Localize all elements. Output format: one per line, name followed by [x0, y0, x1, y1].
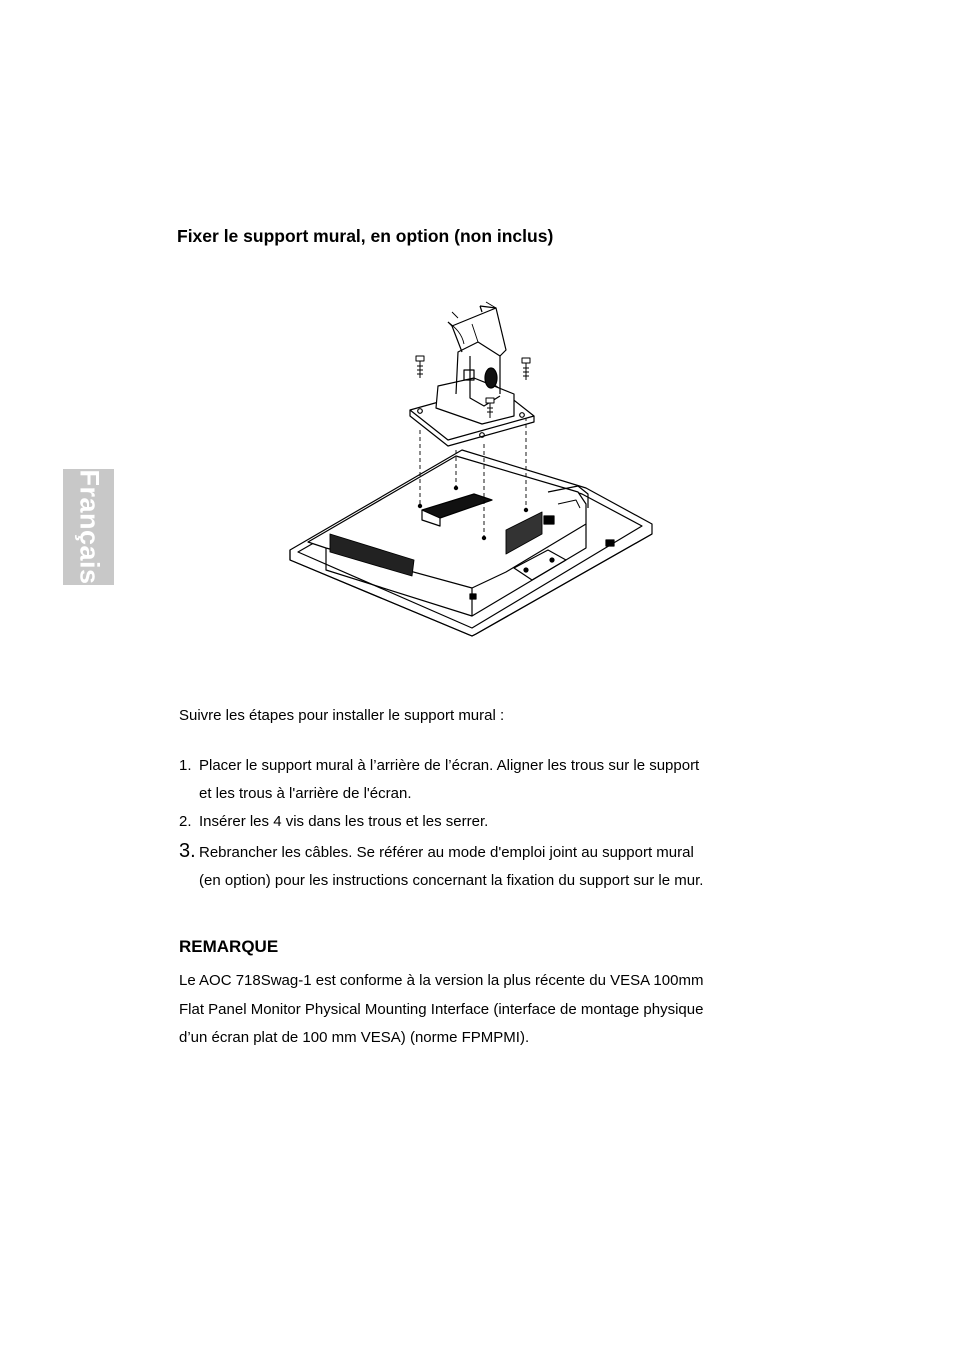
section-title: Fixer le support mural, en option (non inclus): [177, 226, 554, 246]
step-text-continued: (en option) pour les instructions concernant la fixation du support sur le mur.: [199, 872, 704, 889]
list-item: [179, 839, 759, 895]
wall-mount-illustration: [286, 298, 654, 642]
note-body: [179, 967, 759, 1053]
language-tab-label: Français: [74, 469, 104, 585]
step-number: 3.: [179, 840, 196, 862]
intro-text: Suivre les étapes pour installer le support mural :: [179, 707, 505, 724]
list-item: [179, 808, 759, 836]
step-number: 2.: [179, 813, 192, 830]
note-line: Flat Panel Monitor Physical Mounting Interface (interface de montage physique: [179, 1000, 704, 1018]
list-item: [179, 752, 759, 808]
step-text-continued: et les trous à l'arrière de l'écran.: [199, 785, 412, 802]
steps-list: [179, 752, 759, 895]
language-tab: [63, 469, 114, 585]
step-number: 1.: [179, 757, 192, 774]
note-line: Le AOC 718Swag-1 est conforme à la version la plus récente du VESA 100mm: [179, 972, 704, 989]
step-text: Rebrancher les câbles. Se référer au mode d'emploi joint au support mural: [199, 844, 694, 861]
step-text: Placer le support mural à l’arrière de l’écran. Aligner les trous sur le support: [199, 757, 700, 774]
step-text: Insérer les 4 vis dans les trous et les serrer.: [199, 813, 489, 830]
note-heading: REMARQUE: [179, 937, 279, 956]
note-line: d’un écran plat de 100 mm VESA) (norme FPMPMI).: [179, 1029, 530, 1046]
